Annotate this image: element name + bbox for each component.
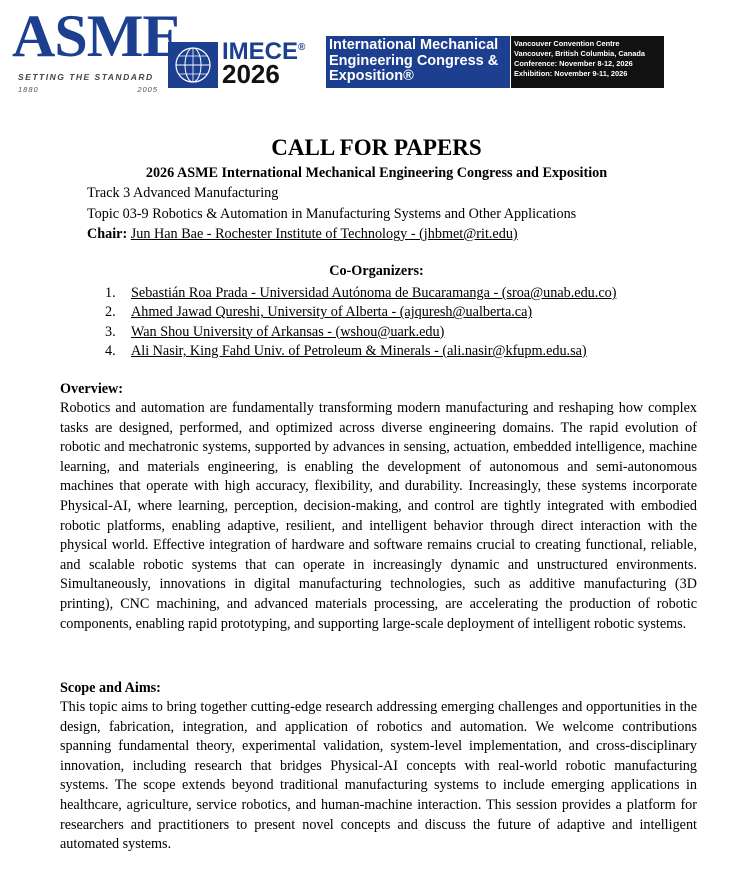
list-number: 1. [105,285,116,301]
venue-line-1: Vancouver Convention Centre [514,39,620,48]
asme-logo-wordmark: ASME [12,3,182,69]
scope-heading: Scope and Aims: [60,680,161,696]
scope-paragraph: This topic aims to bring together cutting-edge research addressing emerging challenges and opportunities in the design, fabrication, integration, and application of robotics and automation. We welcome contributions spanning fundamental theory, experimental validation, system-level implementation, and cross-disciplinary innovation, including research that bridges Physical-AI concepts with real-world robotic manufacturing systems. The scope extends beyond traditional manufacturing systems to include emerging applications in healthcare, agriculture, service robotics, and human-machine interaction. This session provides a platform for researchers and practitioners to present novel concepts and discuss the future of adaptive and intelligent automated systems. [60,699,697,853]
venue-line-3: Conference: November 8-12, 2026 [514,59,633,68]
overview-heading: Overview: [60,381,124,397]
list-number: 4. [105,342,116,359]
topic-line: Topic 03-9 Robotics & Automation in Manufacturing Systems and Other Applications [87,206,577,222]
asme-logo [6,3,182,98]
overview-paragraph: Robotics and automation are fundamentally transforming modern manufacturing and reshaping how complex tasks are designed, performed, and optimized across diverse engineering domains. The rapid evolution of robotic and mechatronic systems, supported by advances in sensing, actuation, embedded intelligence, machine learning, and materials engineering, is enabling the development of autonomous and semi-autonomous machines that operate with high accuracy, flexibility, and durability. Increasingly, these systems incorporate Physical-AI, where learning, perception, decision-making, and control are tightly integrated with embodied robotic platforms, enabling adaptive, resilient, and intelligent behavior through direct interaction with the physical world. Effective integration of hardware and software remains crucial to creating functional, reliable, and scalable robotic systems that can operate in increasingly dynamic and unstructured environments. Simultaneously, innovations in digital manufacturing technologies, such as additive manufacturing (3D printing), CNC machining, and advanced materials processing, are accelerating the production of robotic components, enabling rapid prototyping, and supporting large-scale deployment of intelligent robotic systems. [60,400,697,632]
list-number: 2. [105,304,116,321]
congress-line-3: Exposition® [329,68,414,84]
chair-label: Chair: [87,226,128,242]
asme-tagline: SETTING THE STANDARD [18,72,154,82]
list-item [105,323,616,342]
coorganizer-link[interactable]: Wan Shou University of Arkansas - (wshou@uark.edu) [131,323,445,340]
asme-year-end: 2005 [137,85,158,94]
venue-line-4: Exhibition: November 9-11, 2026 [514,69,628,78]
list-item [105,284,616,303]
globe-icon [168,42,218,88]
page-subtitle: 2026 ASME International Mechanical Engineering Congress and Exposition [145,165,608,181]
imece-logo-year: 2026 [222,59,280,89]
page-title: CALL FOR PAPERS [271,135,482,160]
imece-name-text: IMECE [222,38,299,65]
congress-name-box [326,36,510,88]
coorganizers-list [105,284,616,361]
congress-line-1: International Mechanical [329,37,499,53]
coorganizer-link[interactable]: Ahmed Jawad Qureshi, University of Alberta - (ajquresh@ualberta.ca) [131,304,533,321]
coorganizer-link[interactable]: Sebastián Roa Prada - Universidad Autónoma de Bucaramanga - (sroa@unab.edu.co) [131,285,617,301]
chair-line [87,225,518,243]
list-number: 3. [105,323,116,340]
congress-line-2: Engineering Congress & [329,52,499,69]
list-item [105,342,616,361]
asme-year-start: 1880 [18,85,39,94]
list-item [105,303,616,322]
header-banner [0,0,753,120]
venue-info-box [511,36,664,88]
registered-mark: ® [298,42,306,53]
chair-name-link[interactable]: Jun Han Bae - Rochester Institute of Technology - (jhbmet@rit.edu) [130,226,518,242]
coorganizer-link[interactable]: Ali Nasir, King Fahd Univ. of Petroleum & Minerals - (ali.nasir@kfupm.edu.sa) [131,342,587,359]
coorganizers-heading: Co-Organizers: [329,263,424,279]
track-line: Track 3 Advanced Manufacturing [87,185,279,201]
asme-years [18,85,158,94]
venue-line-2: Vancouver, British Columbia, Canada [514,49,646,58]
